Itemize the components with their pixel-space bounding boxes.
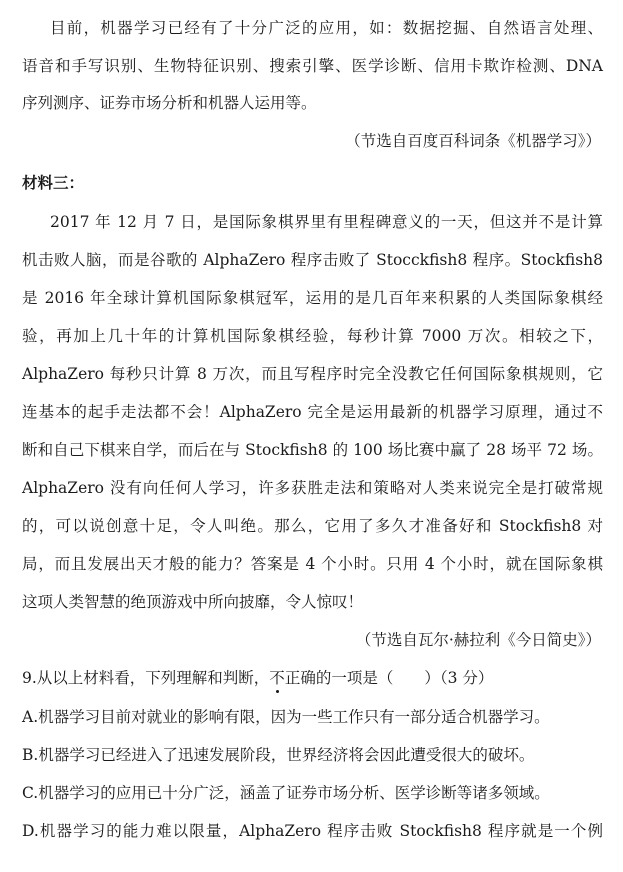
- option-d: D.机器学习的能力难以限量，AlphaZero 程序击败 Stockfish8 程序就是一个例: [22, 822, 603, 840]
- option-a: A.机器学习目前对就业的影响有限，因为一些工作只有一部分适合机器学习。: [22, 708, 550, 726]
- option-b: B.机器学习已经进入了迅速发展阶段，世界经济将会因此遭受很大的破坏。: [22, 746, 535, 764]
- text-line: 验，再加上几十年的计算机国际象棋经验，每秒计算 7000 万次。相较之下，: [22, 327, 603, 345]
- source-citation-1: （节选自百度百科词条《机器学习》）: [345, 132, 601, 150]
- text-line: 是 2016 年全球计算机国际象棋冠军，运用的是几百年来积累的人类国际象棋经: [22, 289, 603, 307]
- emphasis-char: 不: [269, 669, 285, 687]
- text-line: 机击败人脑，而是谷歌的 AlphaZero 程序击败了 Stocckfish8 程序。Stockfish8: [22, 251, 603, 269]
- text-line: 局，而且发展出天才般的能力？答案是 4 个小时。只用 4 个小时，就在国际象棋: [22, 555, 603, 573]
- source-citation-2: （节选自瓦尔·赫拉利《今日简史》）: [355, 631, 601, 649]
- text-line: 断和自己下棋来自学，而后在与 Stockfish8 的 100 场比赛中赢了 28 场平 72 场。: [22, 441, 603, 459]
- material-3-heading: 材料三：: [22, 173, 85, 192]
- question-middle: 正确的一项是（: [284, 669, 394, 687]
- text-line: 连基本的起手走法都不会！AlphaZero 完全是运用最新的机器学习原理，通过不: [22, 403, 603, 421]
- question-9-stem: [0, 667, 623, 689]
- text-line: 这项人类智慧的绝顶游戏中所向披靡，令人惊叹！: [22, 593, 364, 611]
- text-line: AlphaZero 每秒只计算 8 万次，而且写程序时完全没教它任何国际象棋规则，它: [22, 365, 603, 383]
- text-line: 目前，机器学习已经有了十分广泛的应用，如：数据挖掘、自然语言处理、: [50, 19, 603, 37]
- question-suffix: ）（3 分）: [424, 669, 494, 687]
- text-line: 语音和手写识别、生物特征识别、搜索引擎、医学诊断、信用卡欺诈检测、DNA: [22, 57, 603, 75]
- question-prefix: 9.从以上材料看，下列理解和判断，: [22, 669, 270, 687]
- option-c: C.机器学习的应用已十分广泛，涵盖了证券市场分析、医学诊断等诸多领域。: [22, 784, 550, 802]
- text-line: AlphaZero 没有向任何人学习，许多获胜走法和策略对人类来说完全是打破常规: [22, 479, 603, 497]
- answer-blank: [393, 669, 424, 687]
- text-line: 2017 年 12 月 7 日，是国际象棋界里有里程碑意义的一天，但这并不是计算: [50, 213, 603, 231]
- text-line: 的，可以说创意十足，令人叫绝。那么，它用了多久才准备好和 Stockfish8 对: [22, 517, 603, 535]
- text-line: 序列测序、证券市场分析和机器人运用等。: [22, 94, 317, 112]
